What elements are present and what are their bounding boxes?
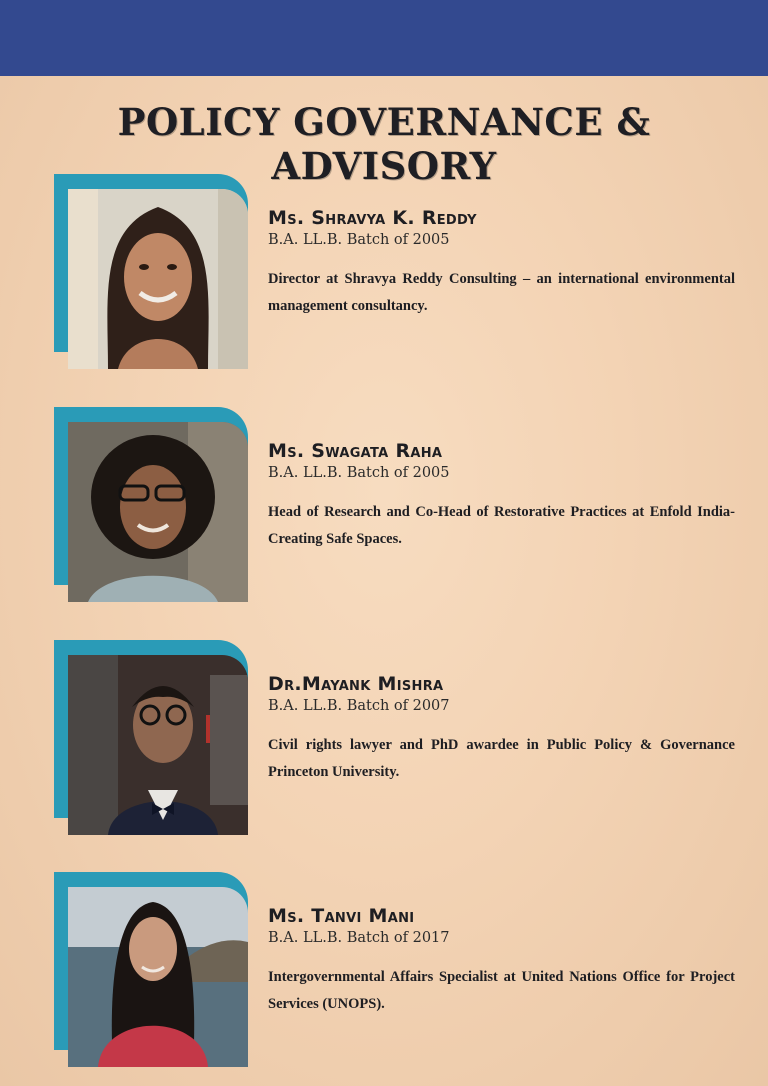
alumni-description: Intergovernmental Affairs Specialist at United Nations Office for Project Services (UNOPS). <box>268 969 735 1012</box>
alumni-description: Civil rights lawyer and PhD awardee in Public Policy & Governance Princeton University. <box>268 737 735 780</box>
header-banner <box>0 0 768 76</box>
alumni-name: Ms. Swagata Raha <box>268 440 443 462</box>
alumni-description: Director at Shravya Reddy Consulting – an international environmental management consultancy. <box>268 271 735 314</box>
page-title: POLICY GOVERNANCE & ADVISORY <box>117 100 651 188</box>
portrait-photo <box>68 422 248 602</box>
alumni-batch: B.A. LL.B. Batch of 2007 <box>268 698 450 714</box>
alumni-batch: B.A. LL.B. Batch of 2017 <box>268 930 450 946</box>
alumni-batch: B.A. LL.B. Batch of 2005 <box>268 232 450 248</box>
alumni-name: Ms. Tanvi Mani <box>268 905 415 927</box>
alumni-name: Ms. Shravya K. Reddy <box>268 207 477 229</box>
alumni-name: Dr.Mayank Mishra <box>268 673 444 695</box>
alumni-entry <box>0 407 768 607</box>
alumni-entry <box>0 174 768 374</box>
portrait-photo <box>68 887 248 1067</box>
alumni-entry <box>0 640 768 840</box>
alumni-description: Head of Research and Co-Head of Restorative Practices at Enfold India- Creating Safe Spaces. <box>268 504 735 547</box>
alumni-entry <box>0 872 768 1072</box>
portrait-photo <box>68 189 248 369</box>
portrait-photo <box>68 655 248 835</box>
alumni-batch: B.A. LL.B. Batch of 2005 <box>268 465 450 481</box>
